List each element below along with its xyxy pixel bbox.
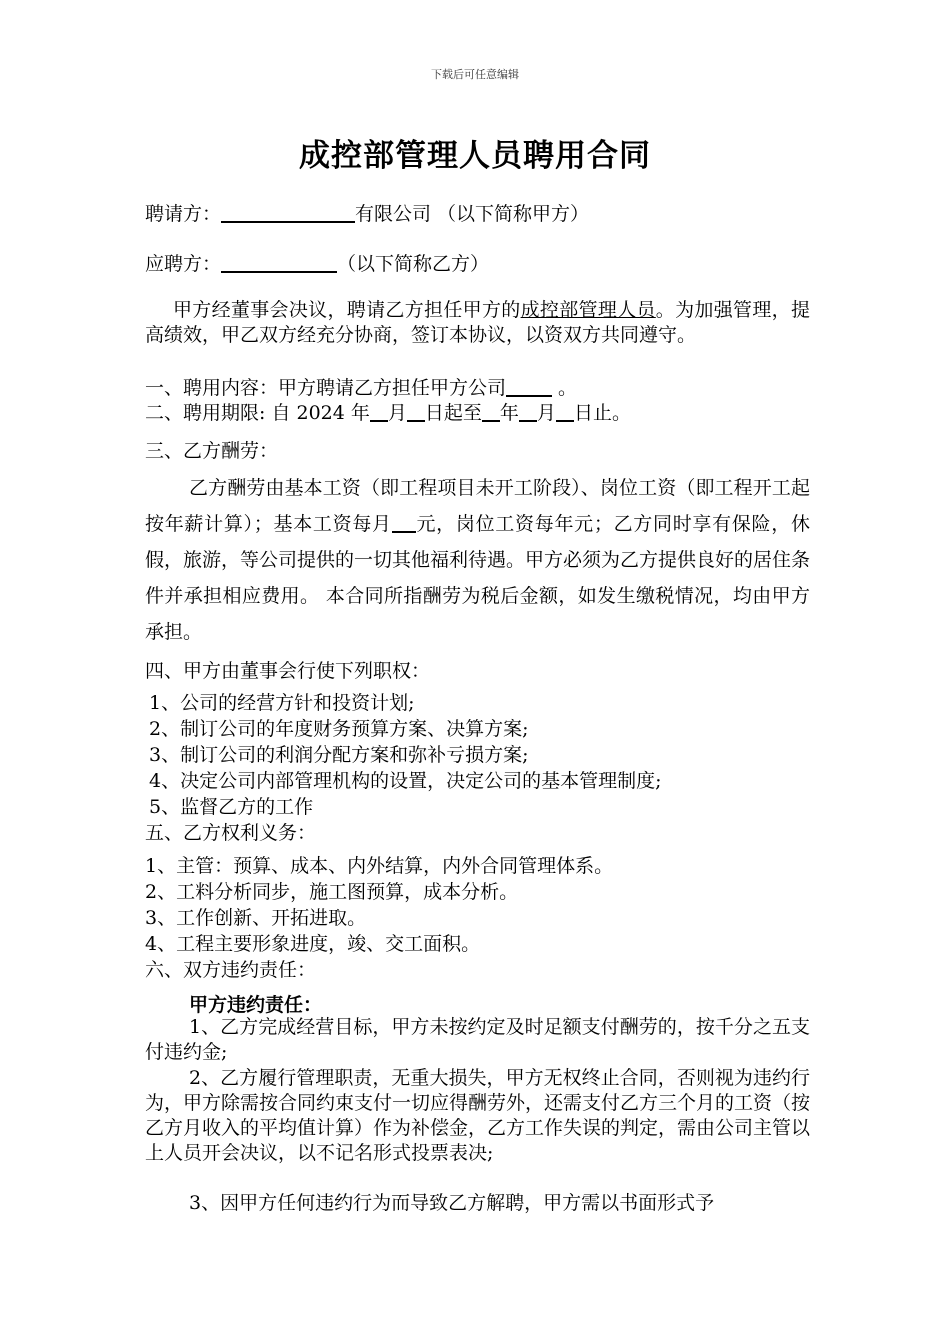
section-2-line: [145, 398, 810, 425]
section-1-blank: [506, 375, 552, 397]
hirer-label: 聘请方：: [145, 203, 222, 225]
section-5-title: 五、乙方权利义务：: [145, 822, 317, 844]
section-2-text-a: 二、聘用期限: 自 2024 年: [145, 402, 370, 424]
section-2-text-b: 月: [387, 402, 407, 424]
list-item: 2、制订公司的年度财务预算方案、决算方案;: [149, 718, 529, 740]
section-2-text-c: 日起至: [424, 402, 482, 424]
intro-paragraph: [145, 298, 810, 348]
section-1-end: 。: [552, 377, 578, 399]
section-2-text-e: 月: [536, 402, 556, 424]
list-item: 2、工料分析同步，施工图预算，成本分析。: [145, 881, 519, 903]
section-2-text-d: 年: [499, 402, 519, 424]
section-5-list: [145, 853, 810, 957]
section-1-text: 一、聘用内容：甲方聘请乙方担任甲方公司: [145, 377, 507, 399]
header-note: 下载后可任意编辑: [431, 68, 519, 81]
section-1-line: [145, 373, 810, 400]
blank-month-start: [370, 400, 388, 422]
section-3-body: [145, 470, 810, 650]
intro-position: 成控部管理人员: [520, 299, 656, 321]
list-item: 3、制订公司的利润分配方案和弥补亏损方案;: [149, 744, 529, 766]
list-item: 4、工程主要形象进度，竣、交工面积。: [145, 933, 481, 955]
blank-month-end: [519, 400, 537, 422]
section-3-title: 三、乙方酬劳：: [145, 440, 279, 462]
breach-clause-3: 3、因甲方任何违约行为而导致乙方解聘，甲方需以书面形式予: [189, 1192, 715, 1214]
breach-clause-1: 1、乙方完成经营目标，甲方未按约定及时足额支付酬劳的，按千分之五支付违约金;: [145, 1016, 810, 1063]
applicant-label: 应聘方：: [145, 253, 222, 275]
base-salary-blank: [392, 511, 416, 533]
list-item: 1、主管：预算、成本、内外结算，内外合同管理体系。: [145, 855, 614, 877]
party-a-breach-heading: 甲方违约责任：: [189, 994, 323, 1016]
section-4-list: [145, 690, 814, 820]
intro-text-before: 甲方经董事会决议，聘请乙方担任甲方的: [173, 299, 521, 321]
list-item: 4、决定公司内部管理机构的设置，决定公司的基本管理制度;: [149, 770, 662, 792]
section-2-text-f: 日止。: [573, 402, 631, 424]
hirer-suffix: 有限公司 （以下简称甲方）: [355, 203, 590, 225]
blank-day-end: [556, 400, 574, 422]
blank-day-start: [407, 400, 425, 422]
blank-year-end: [482, 400, 500, 422]
breach-clause-2: 2、乙方履行管理职责，无重大损失，甲方无权终止合同，否则视为违约行为，甲方除需按合同约束支付一切应得酬劳外，还需支付乙方三个月的工资（按乙方月收入的平均值计算）作为补偿金，乙方工作失误的判定，需由公司主管以上人员开会决议，以不记名形式投票表决;: [145, 1067, 811, 1164]
applicant-line: [145, 249, 810, 276]
contract-title: 成控部管理人员聘用合同: [299, 138, 651, 174]
hirer-line: [145, 199, 810, 226]
applicant-name-blank: [221, 251, 337, 273]
intro-text-after: 。为加强管理，提高绩效，甲乙双方经充分协商，签订本协议，以资双方共同遵守。: [145, 299, 810, 346]
section-3-text-b: 元，岗位工资每年元；乙方同时享有保险，休假，旅游，等公司提供的一切其他福利待遇。甲方必须为乙方提供良好的居住条件并承担相应费用。 本合同所指酬劳为税后金额，如发生缴税情况，均由甲方承担。: [145, 513, 811, 643]
applicant-suffix: （以下简称乙方）: [337, 253, 490, 275]
section-6-title: 六、双方违约责任：: [145, 959, 317, 981]
section-3-text-a: 乙方酬劳由基本工资（即工程项目未开工阶段）、岗位工资（即工程开工起按年薪计算）；基本工资每月: [145, 477, 810, 535]
section-4-title: 四、甲方由董事会行使下列职权：: [145, 660, 431, 682]
list-item: 1、公司的经营方针和投资计划;: [149, 692, 415, 714]
list-item: 5、监督乙方的工作: [149, 796, 314, 818]
list-item: 3、工作创新、开拓进取。: [145, 907, 367, 929]
hirer-name-blank: [221, 201, 355, 223]
